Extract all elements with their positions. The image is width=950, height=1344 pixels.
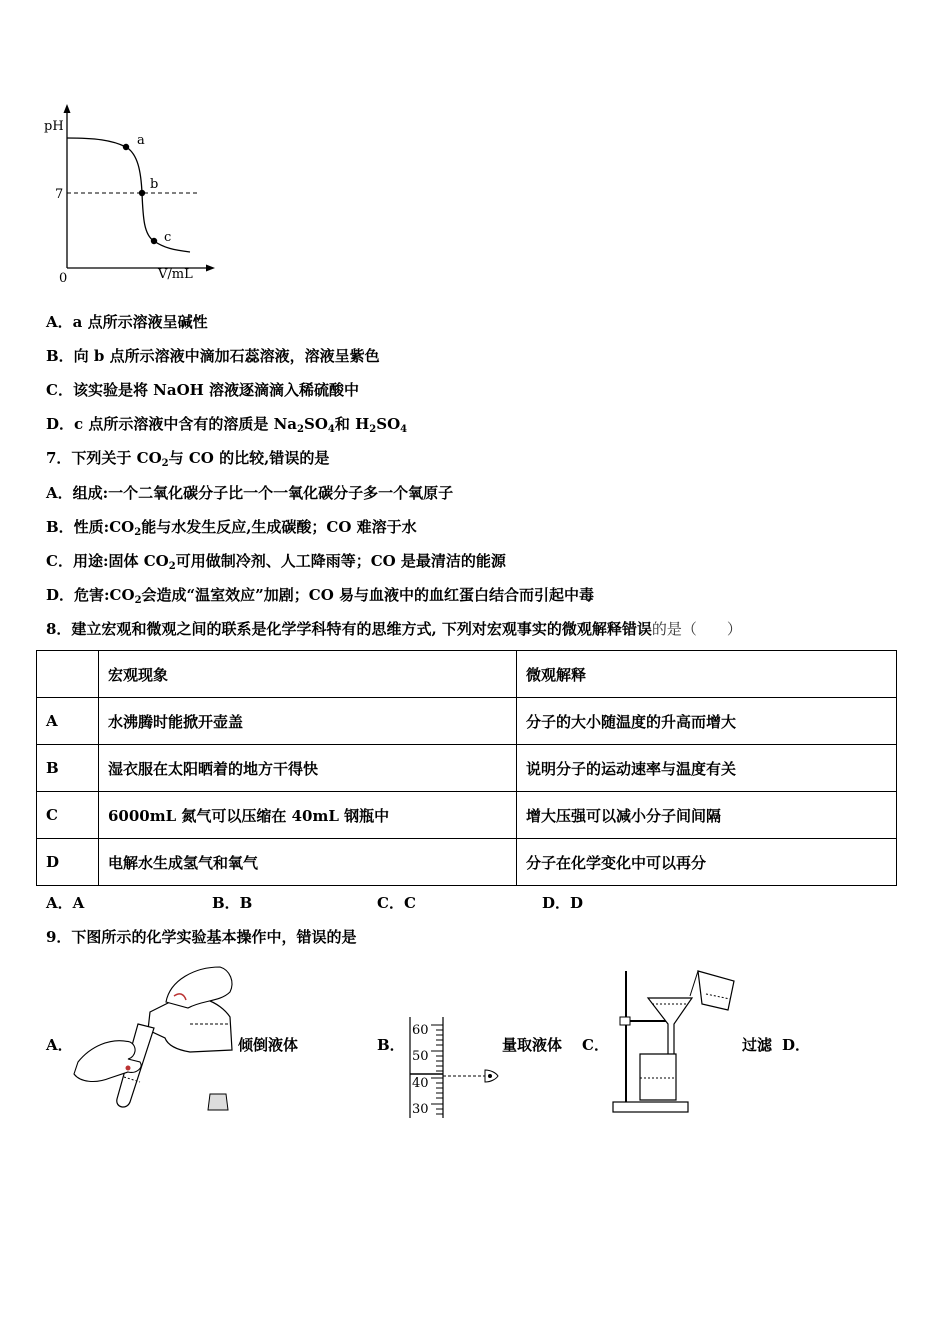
graduated-cylinder-illustration: [403, 1015, 503, 1120]
cylinder-tick-40: 40: [412, 1076, 429, 1091]
q7-option-d: D．危害$:CO_2$会造成“温室效应”加剧；CO 易与血液中的血红蛋白结合而引起中毒: [46, 586, 595, 606]
q8-stem: 8．建立宏观和微观之间的联系是化学学科特有的思维方式, 下列对宏观事实的微观解释错误的是（ ）: [46, 620, 742, 638]
table-cell: 说明分子的运动速率与温度有关: [517, 745, 897, 792]
table-cell: 分子的大小随温度的升高而增大: [517, 698, 897, 745]
q6-option-c: C．该实验是将 NaOH 溶液逐滴滴入稀硫酸中: [46, 381, 360, 399]
q6-option-a: A．a 点所示溶液呈碱性: [46, 313, 208, 331]
pouring-liquid-illustration: [70, 962, 240, 1114]
q7-option-a: A．组成:一个二氧化碳分子比一个一氧化碳分子多一个氧原子: [46, 484, 454, 502]
table-cell: A: [37, 698, 99, 745]
point-b-label: b: [150, 177, 159, 192]
table-row: [37, 839, 897, 886]
tick-7-label: 7: [55, 187, 64, 202]
table-row: [37, 792, 897, 839]
table-cell: 宏观现象: [99, 651, 517, 698]
table-header-row: [37, 651, 897, 698]
point-c-label: c: [164, 230, 172, 245]
q7-option-c: C．用途:固体 $CO_2$可用做制冷剂、人工降雨等；CO 是最清洁的能源: [46, 552, 506, 572]
q8-choice-c: C．C: [377, 894, 416, 912]
table-row: [37, 745, 897, 792]
q8-table: [36, 650, 897, 886]
table-cell: 分子在化学变化中可以再分: [517, 839, 897, 886]
q7-option-b: B．性质$:CO_2$能与水发生反应,生成碳酸；CO 难溶于水: [46, 518, 417, 538]
q7-stem: 7．下列关于 $CO_2$与 CO 的比较,错误的是: [46, 449, 330, 469]
q9-stem: 9．下图所示的化学实验基本操作中，错误的是: [46, 928, 357, 946]
q9-option-a-caption: 倾倒液体: [238, 1036, 299, 1054]
q9-option-b-letter: B．: [377, 1036, 405, 1054]
table-cell: 电解水生成氢气和氧气: [99, 839, 517, 886]
q6-option-b: B．向 b 点所示溶液中滴加石蕊溶液，溶液呈紫色: [46, 347, 380, 365]
cylinder-tick-50: 50: [412, 1049, 429, 1064]
y-axis-label: pH: [44, 119, 64, 134]
filtration-illustration: [610, 966, 740, 1116]
table-row: [37, 698, 897, 745]
x-axis-label: V/mL: [158, 267, 193, 282]
q9-option-b-caption: 量取液体: [502, 1036, 563, 1054]
table-cell: C: [37, 792, 99, 839]
table-cell: D: [37, 839, 99, 886]
q9-option-c-caption: 过滤: [742, 1036, 773, 1054]
ph-titration-graph: [40, 100, 220, 285]
table-cell: [37, 651, 99, 698]
table-cell: 6000mL 氮气可以压缩在 40mL 钢瓶中: [99, 792, 517, 839]
origin-label: 0: [59, 271, 68, 285]
q6-option-d: D．c 点所示溶液中含有的溶质是 $Na_2SO_4$和 $H_2SO_4$: [46, 415, 408, 435]
table-cell: 湿衣服在太阳晒着的地方干得快: [99, 745, 517, 792]
q8-choice-a: A．A: [46, 894, 85, 912]
q8-choice-d: D．D: [542, 894, 584, 912]
cylinder-tick-60: 60: [412, 1023, 429, 1038]
table-cell: 增大压强可以减小分子间间隔: [517, 792, 897, 839]
table-cell: B: [37, 745, 99, 792]
q9-option-d-letter: D．: [782, 1036, 811, 1054]
q8-choice-b: B．B: [212, 894, 253, 912]
table-cell: 微观解释: [517, 651, 897, 698]
point-a-label: a: [137, 133, 145, 148]
q9-option-a-letter: A．: [46, 1036, 73, 1054]
cylinder-tick-30: 30: [412, 1102, 429, 1117]
table-cell: 水沸腾时能掀开壶盖: [99, 698, 517, 745]
q9-option-c-letter: C．: [582, 1036, 609, 1054]
